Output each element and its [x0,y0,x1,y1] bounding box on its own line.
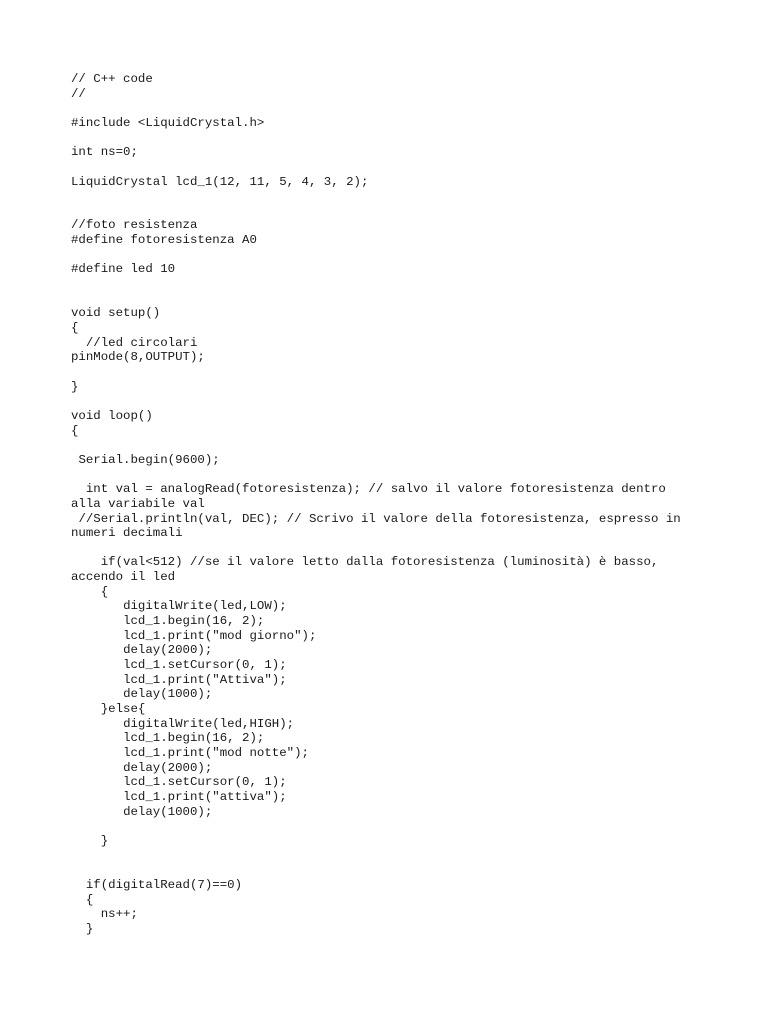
code-line: }else{ [71,702,146,717]
code-line: lcd_1.print("attiva"); [71,789,287,804]
code-line: //led circolari [71,335,198,350]
code-line: { [71,321,79,336]
code-line [71,468,711,483]
code-line [71,248,711,263]
code-line: { [71,423,79,438]
code-line: } [71,921,94,936]
code-line: digitalWrite(led,HIGH); [71,716,295,731]
code-line: delay(2000); [71,643,213,658]
code-line: lcd_1.begin(16, 2); [71,731,265,746]
code-line: #define fotoresistenza A0 [71,233,257,248]
code-line [71,160,711,175]
code-line: // [71,86,86,101]
code-line [71,849,711,864]
code-line [71,394,711,409]
code-line: accendo il led [71,570,176,585]
code-line [71,292,711,307]
code-line: numeri decimali [71,526,183,541]
code-line: lcd_1.setCursor(0, 1); [71,658,287,673]
code-line: //Serial.println(val, DEC); // Scrivo il valore della fotoresistenza, espresso in [71,511,681,526]
code-line: ns++; [71,907,138,922]
code-line: pinMode(8,OUTPUT); [71,350,205,365]
code-line: lcd_1.print("mod giorno"); [71,628,317,643]
code-line: digitalWrite(led,LOW); [71,599,287,614]
code-line: int ns=0; [71,145,138,160]
code-line [71,863,711,878]
code-line: LiquidCrystal lcd_1(12, 11, 5, 4, 3, 2); [71,174,369,189]
code-line: lcd_1.setCursor(0, 1); [71,775,287,790]
code-line: Serial.begin(9600); [71,452,220,467]
code-line [71,131,711,146]
code-line: { [71,892,94,907]
code-line: void loop() [71,408,153,423]
code-line: delay(2000); [71,760,213,775]
code-line [71,277,711,292]
code-line: if(val<512) //se il valore letto dalla fotoresistenza (luminosità) è basso, [71,555,659,570]
code-line [71,101,711,116]
code-line: } [71,379,79,394]
code-line: alla variabile val [71,496,205,511]
code-line: lcd_1.begin(16, 2); [71,614,265,629]
code-line [71,189,711,204]
code-line: // C++ code [71,72,153,86]
code-line [71,438,711,453]
code-listing [71,72,711,936]
code-line: //foto resistenza [71,218,198,233]
code-line: delay(1000); [71,804,213,819]
code-line: #include <LiquidCrystal.h> [71,115,265,130]
code-line: if(digitalRead(7)==0) [71,877,243,892]
code-line: int val = analogRead(fotoresistenza); // salvo il valore fotoresistenza dentro [71,482,666,497]
code-line: void setup() [71,306,161,321]
code-line [71,819,711,834]
code-line: lcd_1.print("Attiva"); [71,672,287,687]
code-line [71,541,711,556]
code-line [71,204,711,219]
code-line: { [71,584,109,599]
code-line: #define led 10 [71,262,176,277]
code-line: lcd_1.print("mod notte"); [71,745,309,760]
code-line: } [71,833,109,848]
code-line: delay(1000); [71,687,213,702]
code-line [71,365,711,380]
